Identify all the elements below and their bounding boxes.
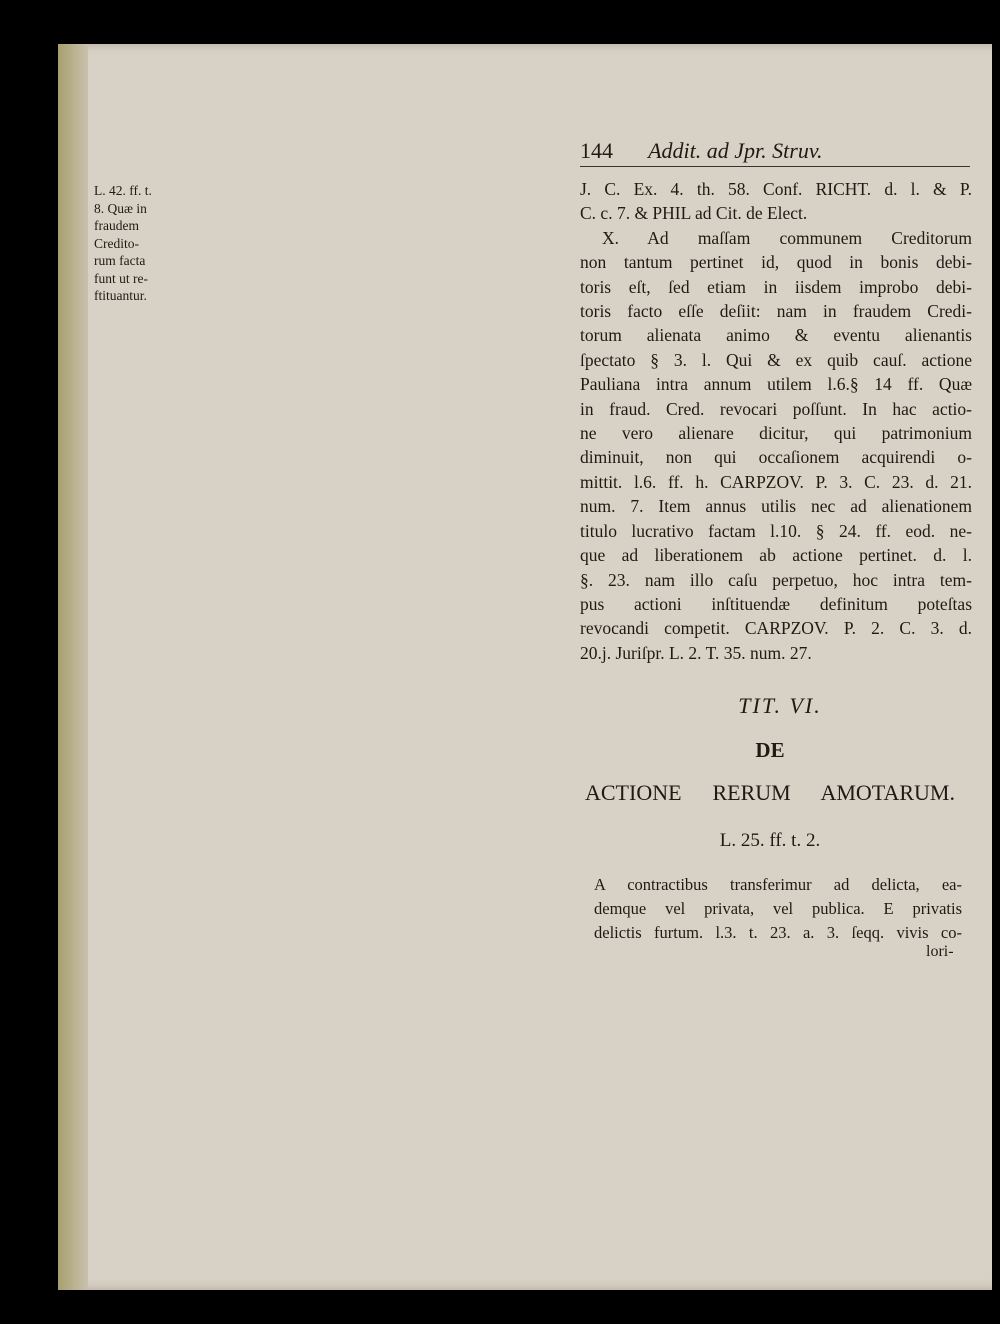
running-head xyxy=(580,138,970,167)
text-line: 20.j. Juriſpr. L. 2. T. 35. num. 27. xyxy=(580,642,812,663)
text-line: J. C. Ex. 4. th. 58. Conf. RICHT. d. l. & P. xyxy=(580,179,972,199)
margin-line: fraudem xyxy=(94,218,139,233)
margin-line: 8. Quæ in xyxy=(94,200,147,216)
text-line: in fraud. Cred. revocari poſſunt. In hac actio- xyxy=(580,398,972,419)
margin-line: rum facta xyxy=(94,253,146,268)
text-line: §. 23. nam illo caſu perpetuo, hoc intra tem- xyxy=(580,569,972,590)
text-line: titulo lucrativo factam l.10. § 24. ff. eod. ne- xyxy=(580,520,972,541)
section-heading: ACTIONE RERUM AMOTARUM. xyxy=(585,780,955,805)
text-line: pus actioni inſtituendæ definitum poteſtas xyxy=(580,593,972,614)
body-text xyxy=(580,177,972,665)
margin-note xyxy=(94,182,182,305)
text-line: Pauliana intra annum utilem l.6.§ 14 ff. Quæ xyxy=(580,374,972,395)
text-line: A contractibus transferimur ad delicta, ea- xyxy=(594,875,962,894)
text-line: C. c. 7. & PHIL ad Cit. de Elect. xyxy=(580,203,808,224)
text-line: demque vel privata, vel publica. E privatis xyxy=(594,899,962,918)
text-line: toris facto eſſe deſiit: nam in fraudem Credi- xyxy=(580,301,972,322)
page-number: 144 xyxy=(580,138,613,163)
text-line: delictis furtum. l.3. t. 23. a. 3. ſeqq. vivis co- xyxy=(594,923,962,942)
text-line: num. 7. Item annus utilis nec ad alienationem xyxy=(580,496,972,517)
section-de: DE xyxy=(755,738,785,762)
running-title: Addit. ad Jpr. Struv. xyxy=(648,138,823,163)
text-line: torum alienata animo & eventu alienantis xyxy=(580,325,972,346)
text-line: X. Ad maſſam communem Creditorum xyxy=(602,227,972,248)
text-line: revocandi competit. CARPZOV. P. 2. C. 3. d. xyxy=(580,618,972,639)
section-tit: TIT. VI. xyxy=(738,693,822,718)
text-line: ſpectato § 3. l. Qui & ex quib cauſ. actione xyxy=(580,349,972,370)
margin-line: L. 42. ff. t. xyxy=(94,183,152,198)
text-line: non tantum pertinet id, quod in bonis debi- xyxy=(580,252,972,273)
text-line: diminuit, non qui occaſionem acquirendi o- xyxy=(580,447,972,468)
body-text-2 xyxy=(594,873,962,945)
margin-line: Credito- xyxy=(94,235,139,251)
text-line: ne vero alienare dicitur, qui patrimonium xyxy=(580,423,972,444)
catchword: lori- xyxy=(926,943,954,960)
text-line: que ad liberationem ab actione pertinet. d. l. xyxy=(580,545,972,566)
margin-line: funt ut re- xyxy=(94,270,148,286)
text-line: toris eſt, ſed etiam in iisdem improbo debi- xyxy=(580,276,972,297)
section-ref: L. 25. ff. t. 2. xyxy=(719,830,821,851)
text-line: mittit. l.6. ff. h. CARPZOV. P. 3. C. 23. d. 21. xyxy=(580,471,972,492)
margin-line: ftituantur. xyxy=(94,288,147,303)
